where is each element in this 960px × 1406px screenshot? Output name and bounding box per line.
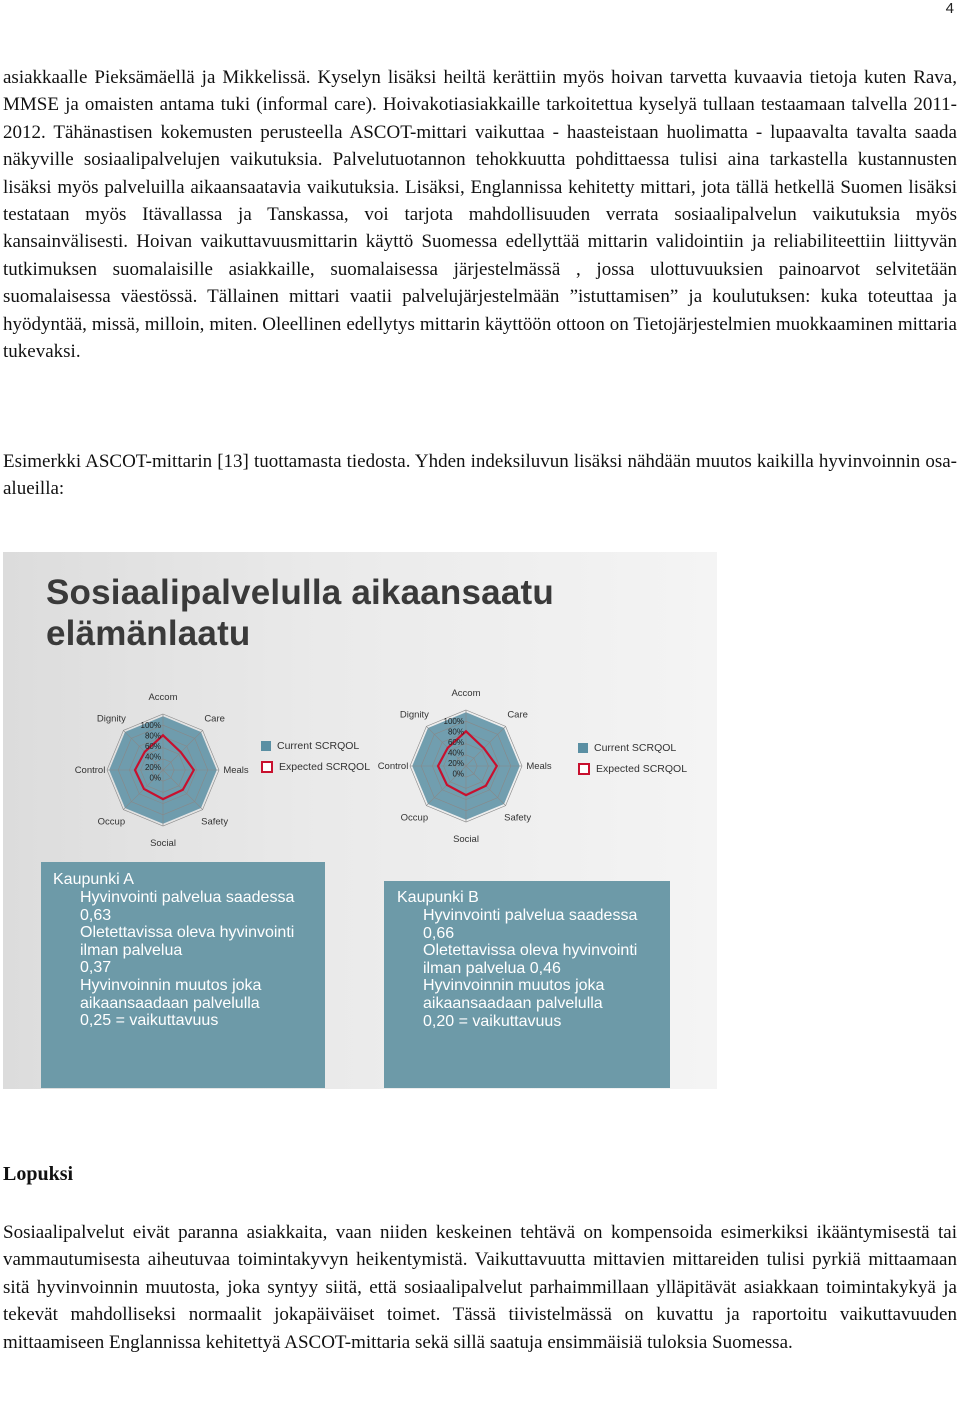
axis-label: Occup	[97, 816, 126, 828]
legend-expected-label: Expected SCRQOL	[279, 761, 371, 773]
axis-label: Dignity	[96, 713, 126, 725]
tick-label: 80%	[447, 727, 464, 737]
infobox-kaupunki-b	[384, 881, 670, 1088]
section-heading: Lopuksi	[3, 1163, 74, 1185]
radar-chart-b	[371, 678, 561, 853]
infobox-kaupunki-a	[41, 862, 325, 1088]
page-number: 4	[945, 0, 954, 17]
current-swatch	[578, 743, 588, 753]
tick-label: 20%	[447, 759, 464, 768]
infobox-line: Oletettavissa oleva hyvinvointi	[80, 924, 295, 942]
ascot-figure	[3, 552, 717, 1089]
legend-b	[578, 742, 687, 784]
infobox-line: Hyvinvointi palvelua saadessa	[80, 889, 295, 906]
legend-current-label: Current SCRQOL	[277, 740, 360, 752]
tick-label: 100%	[443, 717, 464, 726]
infobox-line: 0,63	[80, 906, 112, 924]
axis-label: Dignity	[399, 709, 429, 721]
body-paragraph-2: Esimerkki ASCOT-mittarin [13] tuottamasta tiedosta. Yhden indeksiluvun lisäksi nähdään muutos kaikilla hyvinvoinnin osa-alueilla:	[3, 451, 957, 500]
infobox-title: Kaupunki B	[397, 889, 479, 906]
legend-expected-label: Expected SCRQOL	[596, 763, 688, 775]
infobox-line: 0,66	[423, 924, 455, 942]
legend-a	[261, 740, 370, 782]
tick-label: 40%	[447, 748, 464, 758]
infobox-line: aikaansaadaan palvelulla	[80, 994, 260, 1012]
axis-label: Safety	[201, 816, 229, 828]
body-paragraph-1: asiakkaalle Pieksämäellä ja Mikkelissä. Kyselyn lisäksi heiltä kerättiin myös hoivan tarvetta kuvaavia tietoja kuten Rava, MMSE ja omaisten antama tuki (informal care). Hoivakotiasiakkaille tarkoitettua kyselyä tullaan testaamaan talvella 2011-2012. Tähänastisen kokemusten perusteella ASCOT-mittari vaikuttaa - haasteistaan huolimatta - lupaavalta tavalta saada näkyville sosiaalipalvelujen vaikutuksia. Palvelutuotannon tehokkuutta pohdittaessa tulisi aina tarkastella kustannusten lisäksi myös palveluilla aikaansaatavia vaikutuksia. Lisäksi, Englannissa kehitetty mittari, jota tällä hetkellä Suomen lisäksi testataan myös Itävallassa ja Tanskassa, voi tarjota mahdollisuuden verrata sosiaalipalvelun vaikutuksia myös kansainvälisesti. Hoivan vaikuttavuusmittarin käyttö Suomessa edellyttää mittarin validointiin ja reliabiliteettiin liittyvän tutkimuksen suomalaisille asiakkaille, suomalaisessa järjestelmässä , jossa ulottuvuuksien painoarvot selvitetään suomalaisessa väestössä. Tällainen mittari vaatii palvelujärjestelmään ”istuttamisen” ja koulutuksen: kuka toteuttaa ja hyödyntää, missä, milloin, miten. Oleellinen edellytys mittarin käyttöön ottoon on Tietojärjestelmien muokkaaminen mittaria tukevaksi.	[3, 67, 957, 363]
axis-label: Control	[74, 765, 106, 776]
radar-chart-a	[68, 682, 258, 857]
tick-label: 20%	[144, 763, 161, 772]
body-paragraph-3: Sosiaalipalvelut eivät paranna asiakkaita, vaan niiden keskeinen tehtävä on kompensoida esimerkiksi ikääntymisestä tai vammautumisesta aiheutuvaa toimintakyvyn heikentymistä. Vaikuttavuutta mittavien mittareiden tulisi pyrkiä mittaamaan sitä hyvinvoinnin muutosta, joka syntyy siitä, että sosiaalipalvelut parhaimmillaan ylläpitävät asiakkaan toimintakykyä ja tekevät mahdolliseksi normaalit jokapäiväiset toimet. Tässä tiivistelmässä on kuvattu ja raportoitu vaikuttavuuden mittaamiseen Englannissa kehitettyä ASCOT-mittaria sekä sillä saatuja ensimmäisiä tuloksia Suomessa.	[3, 1222, 957, 1353]
expected-swatch	[578, 763, 590, 775]
axis-label: Care	[204, 713, 225, 725]
tick-label: 60%	[144, 742, 161, 751]
axis-label: Care	[507, 709, 528, 721]
tick-label: 80%	[144, 731, 161, 741]
current-swatch	[261, 741, 271, 751]
infobox-line: Hyvinvoinnin muutos joka	[423, 977, 605, 995]
axis-label: Social	[150, 838, 176, 849]
tick-label: 100%	[140, 721, 161, 730]
tick-label: 60%	[447, 738, 464, 747]
axis-label: Safety	[504, 812, 532, 824]
expected-swatch	[261, 761, 273, 773]
infobox-title: Kaupunki A	[53, 871, 134, 888]
infobox-line: Oletettavissa oleva hyvinvointi	[423, 942, 638, 960]
figure-title-line-1: Sosiaalipalvelulla aikaansaatu	[46, 573, 554, 612]
infobox-line: ilman palvelua 0,46	[423, 959, 561, 977]
infobox-line: 0,20 = vaikuttavuus	[423, 1012, 562, 1030]
axis-label: Social	[453, 834, 479, 845]
infobox-line: Hyvinvointi palvelua saadessa	[423, 907, 638, 924]
tick-label: 40%	[144, 752, 161, 762]
infobox-line: 0,25 = vaikuttavuus	[80, 1012, 219, 1030]
axis-label: Accom	[451, 688, 481, 699]
infobox-line: ilman palvelua	[80, 941, 183, 959]
legend-current-label: Current SCRQOL	[594, 742, 677, 754]
infobox-line: Hyvinvoinnin muutos joka	[80, 976, 262, 994]
infobox-line: 0,37	[80, 959, 112, 977]
axis-label: Accom	[148, 692, 178, 703]
axis-label: Meals	[526, 761, 552, 772]
axis-label: Occup	[400, 812, 429, 824]
figure-title-line-2: elämänlaatu	[46, 614, 251, 653]
infobox-line: aikaansaadaan palvelulla	[423, 994, 603, 1012]
axis-label: Meals	[223, 765, 249, 776]
axis-label: Control	[377, 761, 409, 772]
figure-title	[46, 572, 554, 654]
tick-label: 0%	[452, 769, 464, 779]
tick-label: 0%	[149, 773, 161, 783]
